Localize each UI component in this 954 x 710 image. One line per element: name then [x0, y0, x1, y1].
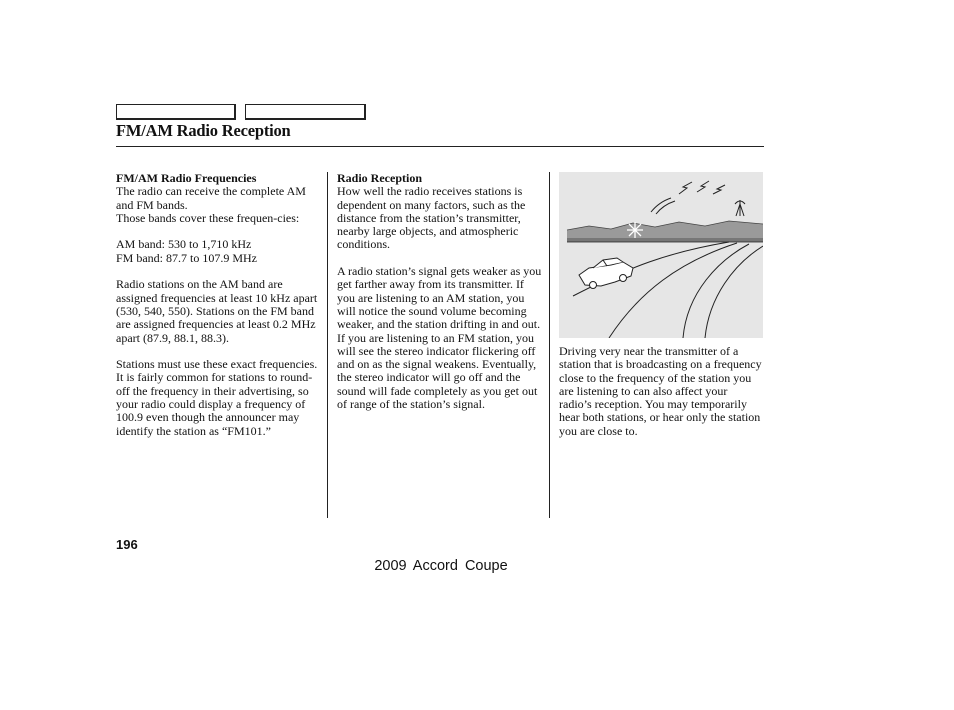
- paragraph: How well the radio receives stations is dependent on many factors, such as the distance from the station’s transmitter, nearby large objects, and atmospheric conditions.: [337, 184, 526, 252]
- right-column: [559, 345, 763, 438]
- paragraph: The radio can receive the complete AM and FM bands.: [116, 184, 306, 212]
- middle-column: [337, 172, 543, 411]
- column-divider: [549, 172, 550, 518]
- title-divider: [116, 146, 764, 147]
- paragraph: Stations must use these exact frequencies. It is fairly common for stations to round-off the frequency in their advertising, so your radio could display a frequency of 100.9 even though the announcer may identify the station as “FM101.”: [116, 357, 318, 438]
- car-radio-transmitter-illustration: [559, 172, 763, 338]
- left-column: [116, 172, 322, 438]
- column-divider: [327, 172, 328, 518]
- fm-band-line: FM band: 87.7 to 107.9 MHz: [116, 250, 257, 265]
- am-band-line: AM band: 530 to 1,710 kHz: [116, 237, 252, 252]
- footer-book-title: 2009 Accord Coupe: [374, 558, 508, 574]
- section-heading-frequencies: FM/AM Radio Frequencies: [116, 171, 257, 185]
- page-title: FM/AM Radio Reception: [116, 121, 291, 140]
- section-heading-reception: Radio Reception: [337, 171, 422, 185]
- paragraph: A radio station’s signal gets weaker as you get farther away from its transmitter. If you are listening to an AM station, you will notice the sound volume becoming weaker, and the station drifting in and out. If you are listening to an FM station, you will see the stereo indicator flickering off and on as the signal weakens. Eventually, the stereo indicator will go off and the sound will fade completely as you get out of range of the station’s signal.: [337, 264, 542, 412]
- paragraph: Those bands cover these frequen-cies:: [116, 210, 300, 225]
- nav-tab-blank-2[interactable]: [245, 104, 366, 120]
- paragraph: Driving very near the transmitter of a station that is broadcasting on a frequency close to the frequency of the station you are listening to can also affect your radio’s reception. You may temporarily hear both stations, or hear only the station you are close to.: [559, 344, 762, 438]
- page-number: 196: [116, 537, 138, 552]
- paragraph: Radio stations on the AM band are assigned frequencies at least 10 kHz apart (530, 540, 550). Stations on the FM band are assigned frequencies at least 0.2 MHz apart (87.9, 88.1, 88.3).: [116, 277, 318, 345]
- nav-tab-blank-1[interactable]: [116, 104, 236, 120]
